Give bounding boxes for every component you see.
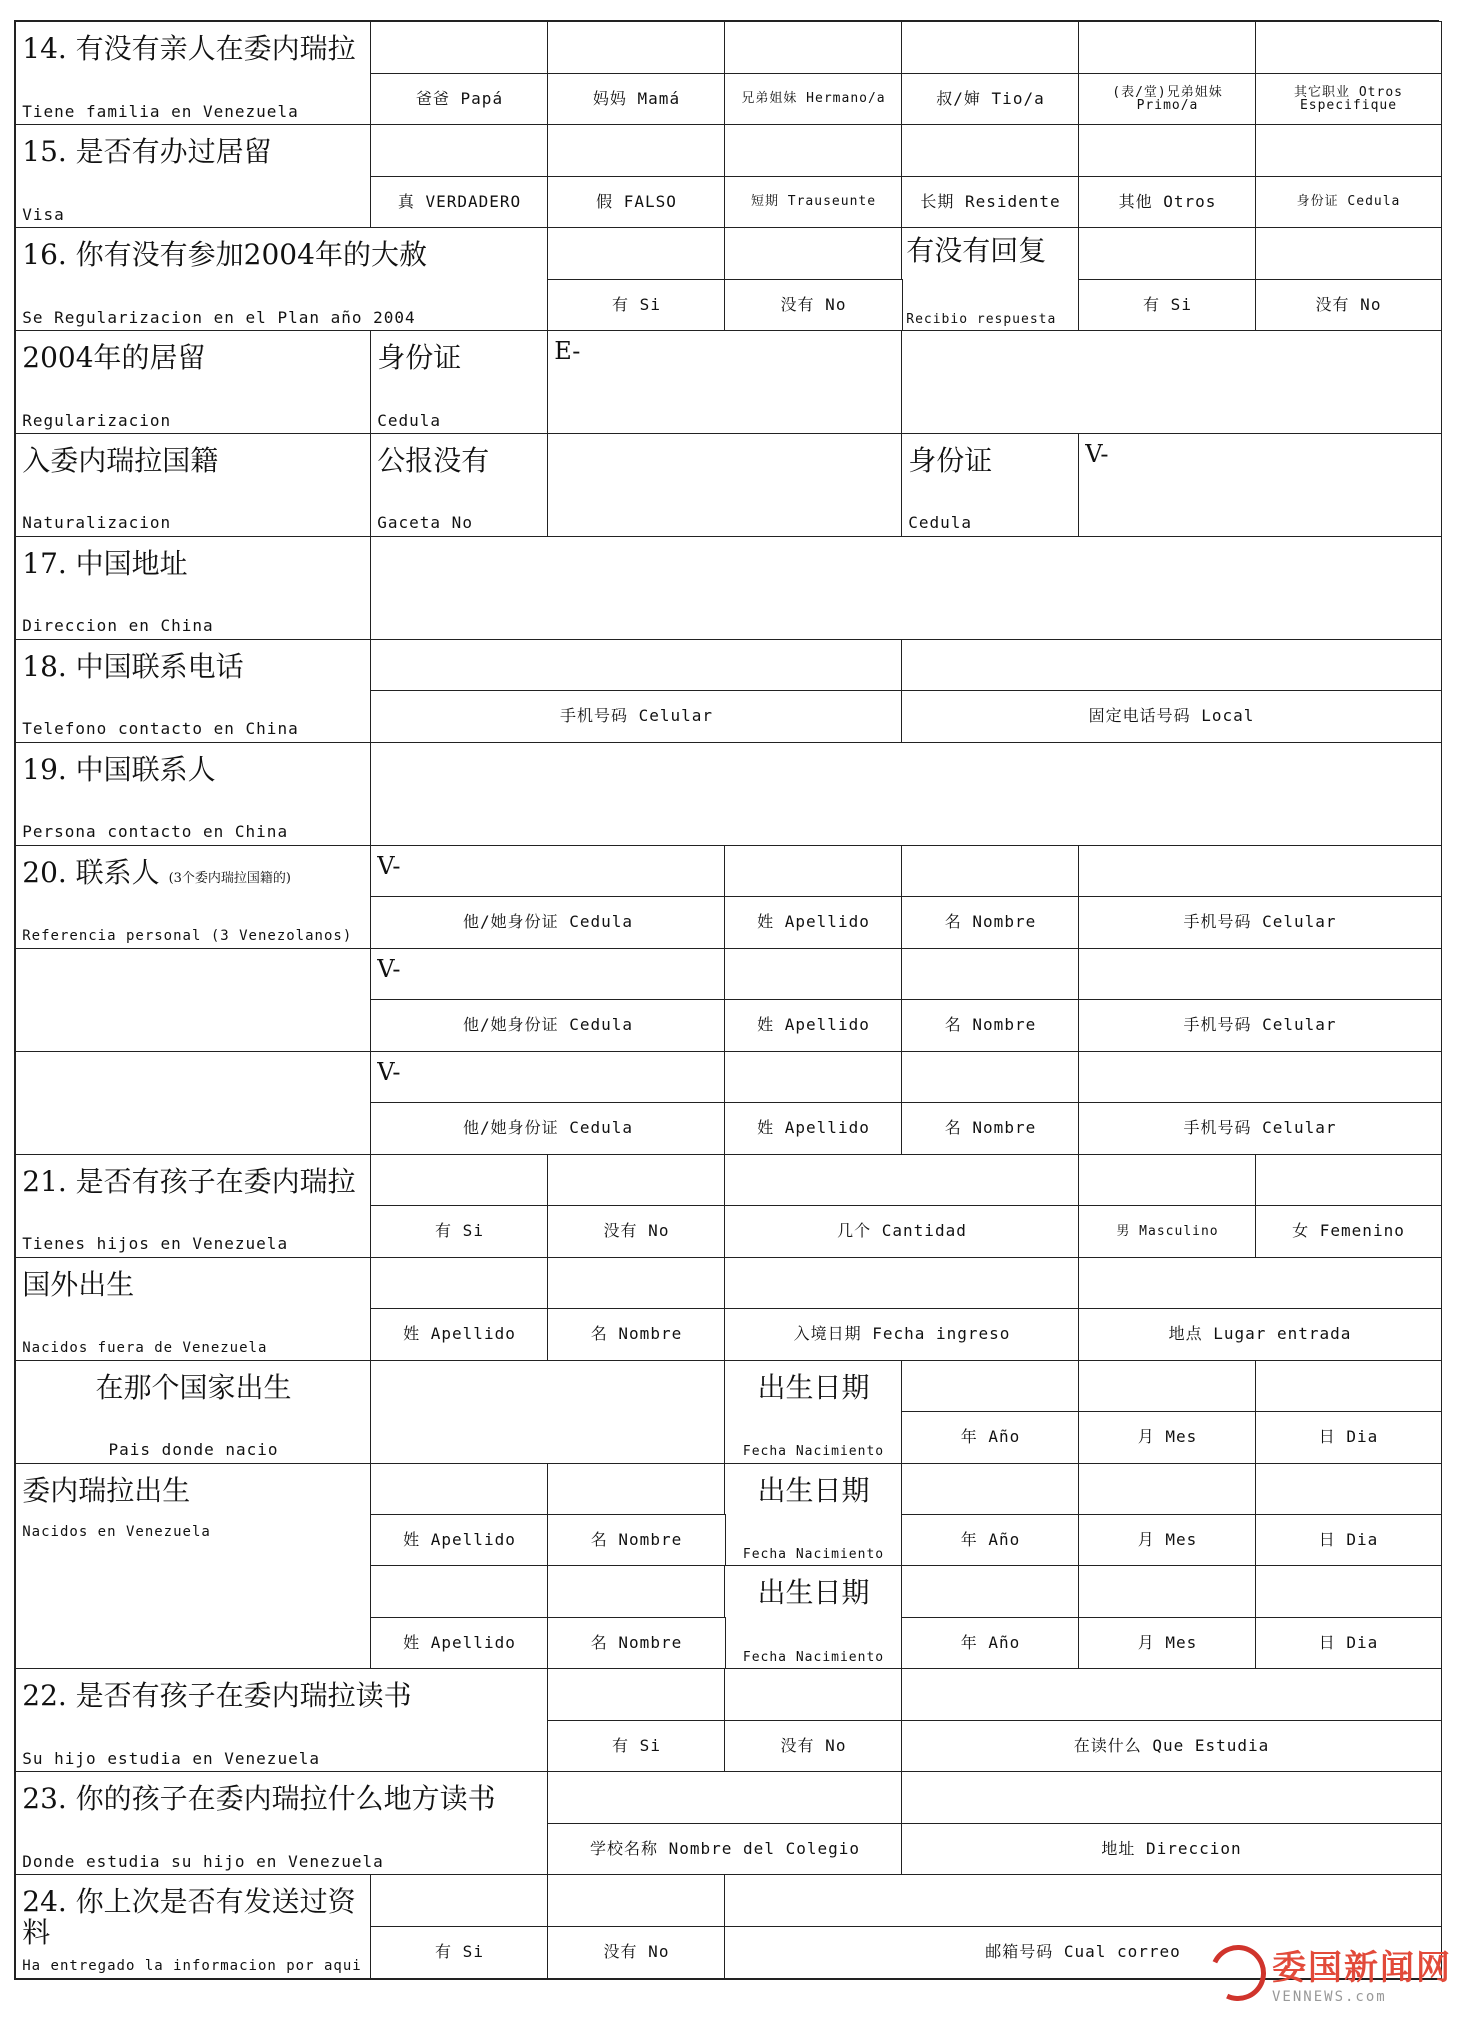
q18-local-field[interactable] bbox=[901, 639, 1442, 692]
q16-reply-si-box[interactable] bbox=[1078, 227, 1257, 280]
pais-dia: 日 Dia bbox=[1255, 1411, 1442, 1464]
enven1-mes: 月 Mes bbox=[1078, 1514, 1257, 1567]
q16-no: 没有 No bbox=[724, 279, 903, 332]
fuera-apellido-field[interactable] bbox=[370, 1257, 549, 1310]
q14-primo-box[interactable] bbox=[1078, 21, 1257, 74]
q14-mama-box[interactable] bbox=[547, 21, 726, 74]
q15-opt: 真 VERDADERO bbox=[370, 176, 549, 229]
fuera-fecha: 入境日期 Fecha ingreso bbox=[724, 1308, 1080, 1361]
enven1-nombre-field[interactable] bbox=[547, 1463, 726, 1516]
q14-opt: 爸爸 Papá bbox=[370, 73, 549, 126]
enven1-dia-field[interactable] bbox=[1255, 1463, 1442, 1516]
q15-opt: 假 FALSO bbox=[547, 176, 726, 229]
enven1-fecha-label: 出生日期 Fecha Nacimiento bbox=[724, 1463, 903, 1567]
q15-opt: 其他 Otros bbox=[1078, 176, 1257, 229]
q15-label: 15. 是否有办过居留 Visa bbox=[15, 124, 372, 228]
ref3-nombre-label: 名 Nombre bbox=[901, 1102, 1080, 1155]
q14-hermano-box[interactable] bbox=[724, 21, 903, 74]
pais-mes: 月 Mes bbox=[1078, 1411, 1257, 1464]
ref2-nombre-label: 名 Nombre bbox=[901, 999, 1080, 1052]
q16-si-box[interactable] bbox=[547, 227, 726, 280]
nat-cedula-label: 身份证 Cedula bbox=[901, 433, 1080, 537]
q19-contact-field[interactable] bbox=[370, 742, 1442, 846]
q24-correo: 邮箱号码 Cual correo bbox=[724, 1926, 1442, 1979]
enven2-ano-field[interactable] bbox=[901, 1565, 1080, 1618]
q22-label: 22. 是否有孩子在委内瑞拉读书 Su hijo estudia en Venezuela bbox=[15, 1668, 549, 1772]
q15-opt: 短期 Trauseunte bbox=[724, 176, 903, 229]
reg-label: 2004年的居留 Regularizacion bbox=[15, 330, 372, 434]
q23-label: 23. 你的孩子在委内瑞拉什么地方读书 Donde estudia su hijo en Venezuela bbox=[15, 1771, 549, 1875]
q22-no: 没有 No bbox=[724, 1720, 903, 1773]
q14-opt: (表/堂)兄弟姐妹 Primo/a bbox=[1078, 73, 1257, 126]
pais-ano-field[interactable] bbox=[901, 1360, 1080, 1413]
fuera-label: 国外出生 Nacidos fuera de Venezuela bbox=[15, 1257, 372, 1361]
ref1-nombre-field[interactable] bbox=[901, 845, 1080, 898]
enven1-apellido-field[interactable] bbox=[370, 1463, 549, 1516]
nat-label: 入委内瑞拉国籍 Naturalizacion bbox=[15, 433, 372, 537]
q14-otros-box[interactable] bbox=[1255, 21, 1442, 74]
reg-cedula-field[interactable]: E- bbox=[547, 330, 903, 434]
q21-si-box[interactable] bbox=[370, 1154, 549, 1207]
ref1-apellido-label: 姓 Apellido bbox=[724, 896, 903, 949]
ref2-apellido-label: 姓 Apellido bbox=[724, 999, 903, 1052]
q20-label: 20. 联系人 (3个委内瑞拉国籍的) Referencia personal (3 Venezolanos) bbox=[15, 845, 372, 949]
q15-opt: 长期 Residente bbox=[901, 176, 1080, 229]
enven2-apellido-field[interactable] bbox=[370, 1565, 549, 1618]
ref3-apellido-field[interactable] bbox=[724, 1051, 903, 1104]
q18-celular-label: 手机号码 Celular bbox=[370, 690, 903, 743]
ref1-celular-label: 手机号码 Celular bbox=[1078, 896, 1442, 949]
enven1-dia: 日 Dia bbox=[1255, 1514, 1442, 1567]
q18-label: 18. 中国联系电话 Telefono contacto en China bbox=[15, 639, 372, 743]
q17-label: 17. 中国地址 Direccion en China bbox=[15, 536, 372, 640]
ref2-nombre-field[interactable] bbox=[901, 948, 1080, 1001]
ref2-cedula-label: 他/她身份证 Cedula bbox=[370, 999, 726, 1052]
q23-direccion-field[interactable] bbox=[901, 1771, 1442, 1824]
ref3-apellido-label: 姓 Apellido bbox=[724, 1102, 903, 1155]
q15-box[interactable] bbox=[901, 124, 1080, 177]
q16-label: 16. 你有没有参加2004年的大赦 Se Regularizacion en el Plan año 2004 bbox=[15, 227, 549, 331]
q21-femenino-field[interactable] bbox=[1255, 1154, 1442, 1207]
enven1-ano: 年 Año bbox=[901, 1514, 1080, 1567]
ref1-celular-field[interactable] bbox=[1078, 845, 1442, 898]
q15-opt: 身份证 Cedula bbox=[1255, 176, 1442, 229]
q24-no: 没有 No bbox=[547, 1926, 726, 1979]
q15-box[interactable] bbox=[1078, 124, 1257, 177]
ref3-nombre-field[interactable] bbox=[901, 1051, 1080, 1104]
enven1-apellido: 姓 Apellido bbox=[370, 1514, 549, 1567]
ref3-celular-field[interactable] bbox=[1078, 1051, 1442, 1104]
q15-box[interactable] bbox=[724, 124, 903, 177]
enven2-mes: 月 Mes bbox=[1078, 1617, 1257, 1670]
q21-no-box[interactable] bbox=[547, 1154, 726, 1207]
q14-opt: 妈妈 Mamá bbox=[547, 73, 726, 126]
enven2-mes-field[interactable] bbox=[1078, 1565, 1257, 1618]
q15-box[interactable] bbox=[370, 124, 549, 177]
ref1-nombre-label: 名 Nombre bbox=[901, 896, 1080, 949]
q15-box[interactable] bbox=[1255, 124, 1442, 177]
q24-label: 24. 你上次是否有发送过资料 Ha entregado la informacion por aqui bbox=[15, 1874, 372, 1978]
ref1-cedula-field[interactable]: V- bbox=[370, 845, 726, 898]
ref3-cedula-label: 他/她身份证 Cedula bbox=[370, 1102, 726, 1155]
q14-papa-box[interactable] bbox=[370, 21, 549, 74]
q24-si: 有 Si bbox=[370, 1926, 549, 1979]
pais-ano: 年 Año bbox=[901, 1411, 1080, 1464]
ref3-celular-label: 手机号码 Celular bbox=[1078, 1102, 1442, 1155]
q20-blank bbox=[15, 948, 372, 1052]
q14-tio-box[interactable] bbox=[901, 21, 1080, 74]
q18-celular-field[interactable] bbox=[370, 639, 903, 692]
q22-que: 在读什么 Que Estudia bbox=[901, 1720, 1442, 1773]
enven1-mes-field[interactable] bbox=[1078, 1463, 1257, 1516]
ref2-celular-field[interactable] bbox=[1078, 948, 1442, 1001]
enven2-fecha-label: 出生日期 Fecha Nacimiento bbox=[724, 1565, 903, 1669]
ref3-cedula-field[interactable]: V- bbox=[370, 1051, 726, 1104]
ref1-apellido-field[interactable] bbox=[724, 845, 903, 898]
q24-no-box[interactable] bbox=[547, 1874, 726, 1927]
logo-name: 委国新闻网 bbox=[1272, 1948, 1452, 1988]
fuera-fecha-field[interactable] bbox=[724, 1257, 1080, 1310]
enven1-nombre: 名 Nombre bbox=[547, 1514, 726, 1567]
q15-box[interactable] bbox=[547, 124, 726, 177]
pais-fecha-label: 出生日期 Fecha Nacimiento bbox=[724, 1360, 903, 1464]
q21-si: 有 Si bbox=[370, 1205, 549, 1258]
pais-dia-field[interactable] bbox=[1255, 1360, 1442, 1413]
q22-que-field[interactable] bbox=[901, 1668, 1442, 1721]
enven2-dia-field[interactable] bbox=[1255, 1565, 1442, 1618]
q17-address-field[interactable] bbox=[370, 536, 1442, 640]
q21-masculino-field[interactable] bbox=[1078, 1154, 1257, 1207]
enven2-nombre-field[interactable] bbox=[547, 1565, 726, 1618]
fuera-apellido: 姓 Apellido bbox=[370, 1308, 549, 1361]
registration-form bbox=[14, 20, 1439, 1980]
ref2-apellido-field[interactable] bbox=[724, 948, 903, 1001]
nat-cedula-field[interactable]: V- bbox=[1078, 433, 1442, 537]
fuera-nombre: 名 Nombre bbox=[547, 1308, 726, 1361]
enven2-ano: 年 Año bbox=[901, 1617, 1080, 1670]
reg-cedula-label: 身份证 Cedula bbox=[370, 330, 549, 434]
enven1-ano-field[interactable] bbox=[901, 1463, 1080, 1516]
q16-reply-no: 没有 No bbox=[1255, 279, 1442, 332]
q23-direccion: 地址 Direccion bbox=[901, 1823, 1442, 1876]
q16-reply-si: 有 Si bbox=[1078, 279, 1257, 332]
q14-opt: 其它职业 Otros Especifique bbox=[1255, 73, 1442, 126]
nat-gaceta-field[interactable] bbox=[547, 433, 903, 537]
q16-reply-label: 有没有回复 Recibio respuesta bbox=[901, 227, 1080, 331]
q20-blank bbox=[15, 1051, 372, 1155]
q24-si-box[interactable] bbox=[370, 1874, 549, 1927]
q21-cantidad: 几个 Cantidad bbox=[724, 1205, 1080, 1258]
pais-mes-field[interactable] bbox=[1078, 1360, 1257, 1413]
q21-cantidad-field[interactable] bbox=[724, 1154, 1080, 1207]
reg-extra-field[interactable] bbox=[901, 330, 1442, 434]
enven2-dia: 日 Dia bbox=[1255, 1617, 1442, 1670]
q14-opt: 兄弟姐妹 Hermano/a bbox=[724, 73, 903, 126]
fuera-lugar-field[interactable] bbox=[1078, 1257, 1442, 1310]
q21-label: 21. 是否有孩子在委内瑞拉 Tienes hijos en Venezuela bbox=[15, 1154, 372, 1258]
q22-no-box[interactable] bbox=[724, 1668, 903, 1721]
q23-colegio-field[interactable] bbox=[547, 1771, 903, 1824]
q21-no: 没有 No bbox=[547, 1205, 726, 1258]
vennews-logo bbox=[1210, 1940, 1452, 2005]
q18-local-label: 固定电话号码 Local bbox=[901, 690, 1442, 743]
q19-label: 19. 中国联系人 Persona contacto en China bbox=[15, 742, 372, 846]
enven-label: 委内瑞拉出生 Nacidos en Venezuela bbox=[15, 1463, 372, 1670]
fuera-nombre-field[interactable] bbox=[547, 1257, 726, 1310]
q23-colegio: 学校名称 Nombre del Colegio bbox=[547, 1823, 903, 1876]
q14-label: 14. 有没有亲人在委内瑞拉 Tiene familia en Venezuela bbox=[15, 21, 372, 125]
q21-femenino: 女 Femenino bbox=[1255, 1205, 1442, 1258]
ref2-celular-label: 手机号码 Celular bbox=[1078, 999, 1442, 1052]
q24-correo-field[interactable] bbox=[724, 1874, 1442, 1927]
enven2-apellido: 姓 Apellido bbox=[370, 1617, 549, 1670]
q16-si: 有 Si bbox=[547, 279, 726, 332]
ref2-cedula-field[interactable]: V- bbox=[370, 948, 726, 1001]
ref1-cedula-label: 他/她身份证 Cedula bbox=[370, 896, 726, 949]
q22-si: 有 Si bbox=[547, 1720, 726, 1773]
q21-masculino: 男 Masculino bbox=[1078, 1205, 1257, 1258]
q16-no-box[interactable] bbox=[724, 227, 903, 280]
fuera-lugar: 地点 Lugar entrada bbox=[1078, 1308, 1442, 1361]
q22-si-box[interactable] bbox=[547, 1668, 726, 1721]
enven2-nombre: 名 Nombre bbox=[547, 1617, 726, 1670]
nat-gaceta-label: 公报没有 Gaceta No bbox=[370, 433, 549, 537]
q16-reply-no-box[interactable] bbox=[1255, 227, 1442, 280]
logo-swirl-icon bbox=[1202, 1937, 1274, 2009]
logo-url: VENNEWS.com bbox=[1272, 1989, 1387, 2005]
pais-label: 在那个国家出生 Pais donde nacio bbox=[15, 1360, 372, 1464]
pais-field[interactable] bbox=[370, 1360, 726, 1464]
q14-opt: 叔/婶 Tio/a bbox=[901, 73, 1080, 126]
